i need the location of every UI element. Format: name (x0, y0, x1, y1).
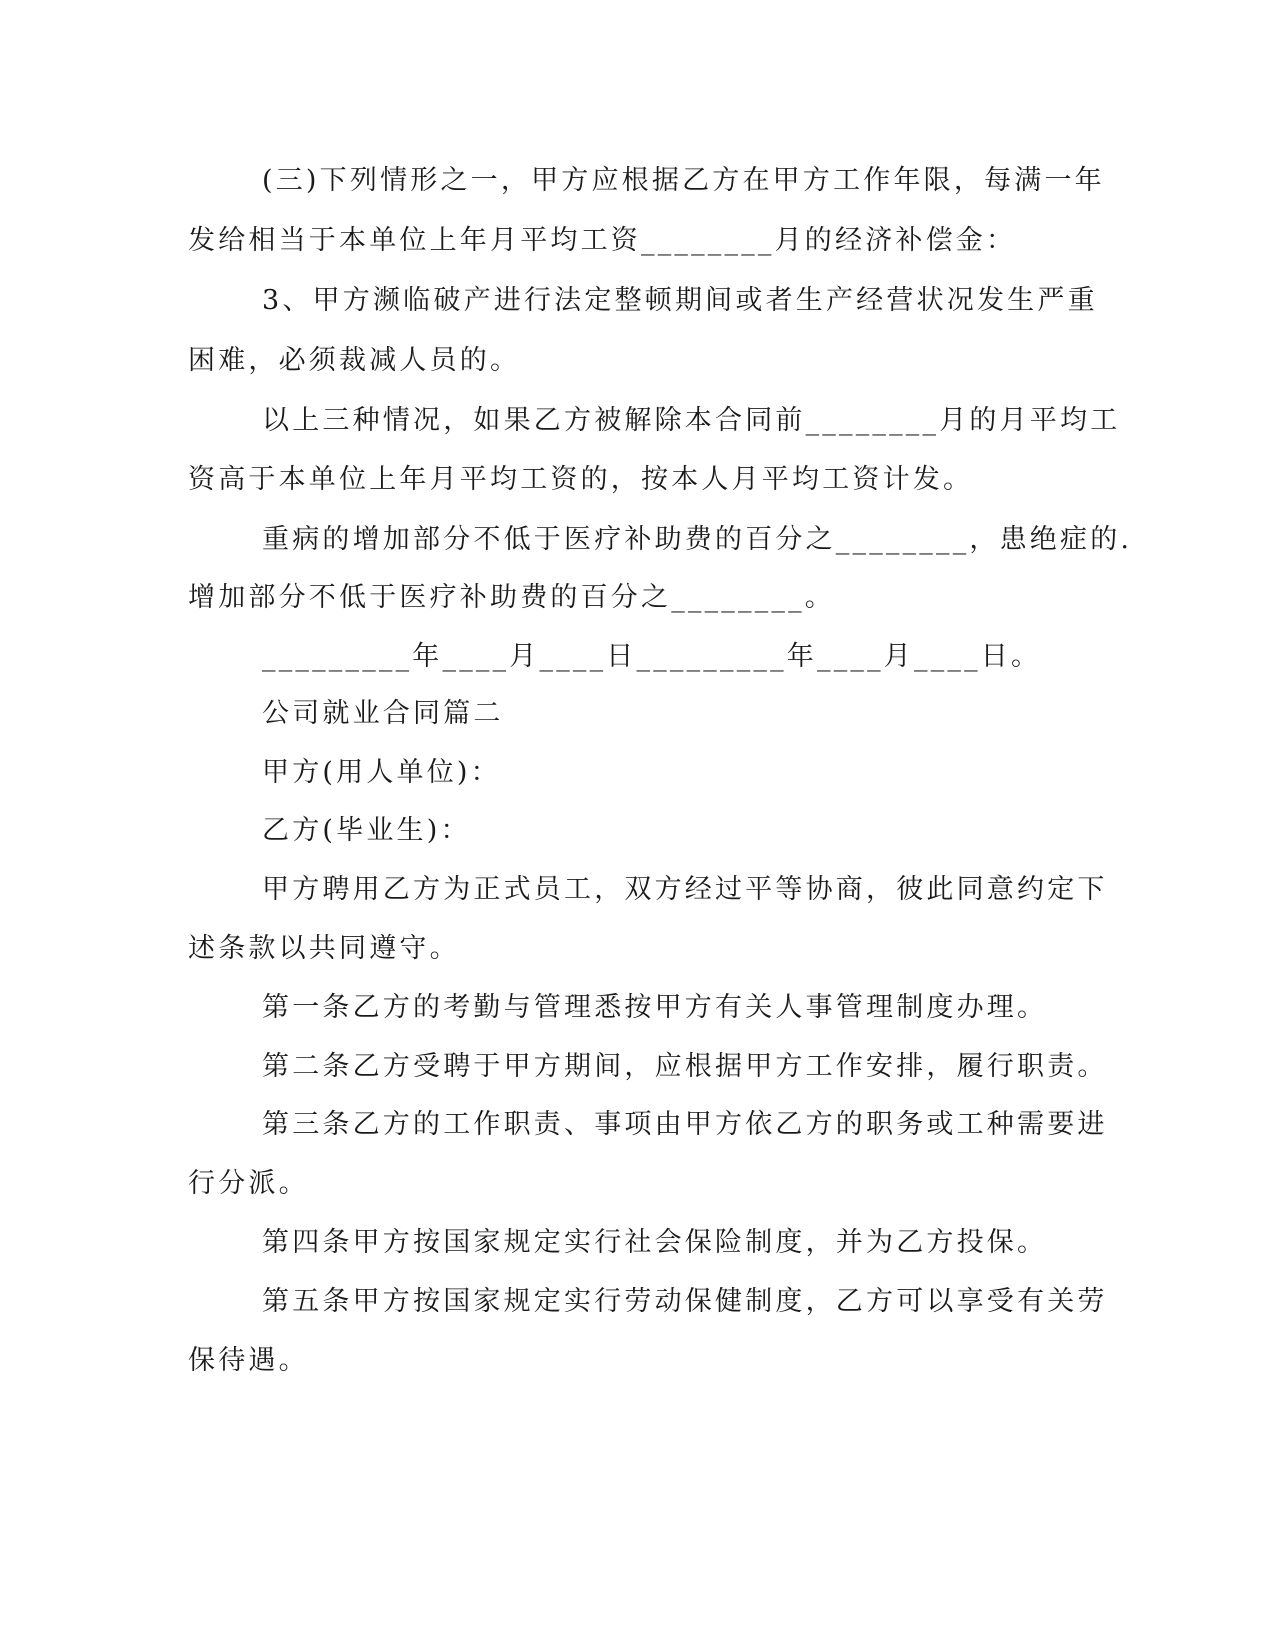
date-signature-line: _________年____月____日_________年____月____日。 (262, 641, 1042, 672)
section-heading: 公司就业合同篇二 (262, 698, 504, 729)
party-a-line: 甲方(用人单位)： (262, 757, 501, 788)
article-2: 第二条乙方受聘于甲方期间，应根据甲方工作安排，履行职责。 (262, 1051, 1108, 1082)
paragraph-line: (三)下列情形之一，甲方应根据乙方在甲方工作年限，每满一年 (262, 165, 1105, 196)
paragraph-line: 困难，必须裁减人员的。 (188, 345, 521, 376)
paragraph-line: 增加部分不低于医疗补助费的百分之________。 (188, 582, 835, 613)
article-4: 第四条甲方按国家规定实行社会保险制度，并为乙方投保。 (262, 1227, 1048, 1258)
article-3: 第三条乙方的工作职责、事项由甲方依乙方的职务或工种需要进 (262, 1109, 1108, 1140)
paragraph-line: 以上三种情况，如果乙方被解除本合同前________月的月平均工 (262, 405, 1121, 436)
paragraph-line: 行分派。 (188, 1168, 309, 1199)
paragraph-line: 资高于本单位上年月平均工资的，按本人月平均工资计发。 (188, 464, 974, 495)
paragraph-line: 保待遇。 (188, 1345, 309, 1376)
paragraph-line: 发给相当于本单位上年月平均工资________月的经济补偿金： (188, 225, 1017, 256)
article-1: 第一条乙方的考勤与管理悉按甲方有关人事管理制度办理。 (262, 992, 1048, 1023)
article-5: 第五条甲方按国家规定实行劳动保健制度，乙方可以享受有关劳 (262, 1286, 1108, 1317)
paragraph-line: 述条款以共同遵守。 (188, 933, 460, 964)
party-b-line: 乙方(毕业生)： (262, 815, 471, 846)
paragraph-line: 甲方聘用乙方为正式员工，双方经过平等协商，彼此同意约定下 (262, 874, 1108, 905)
paragraph-line: 重病的增加部分不低于医疗补助费的百分之________，患绝症的. (262, 524, 1133, 555)
paragraph-line: 3、甲方濒临破产进行法定整顿期间或者生产经营状况发生严重 (262, 285, 1098, 316)
